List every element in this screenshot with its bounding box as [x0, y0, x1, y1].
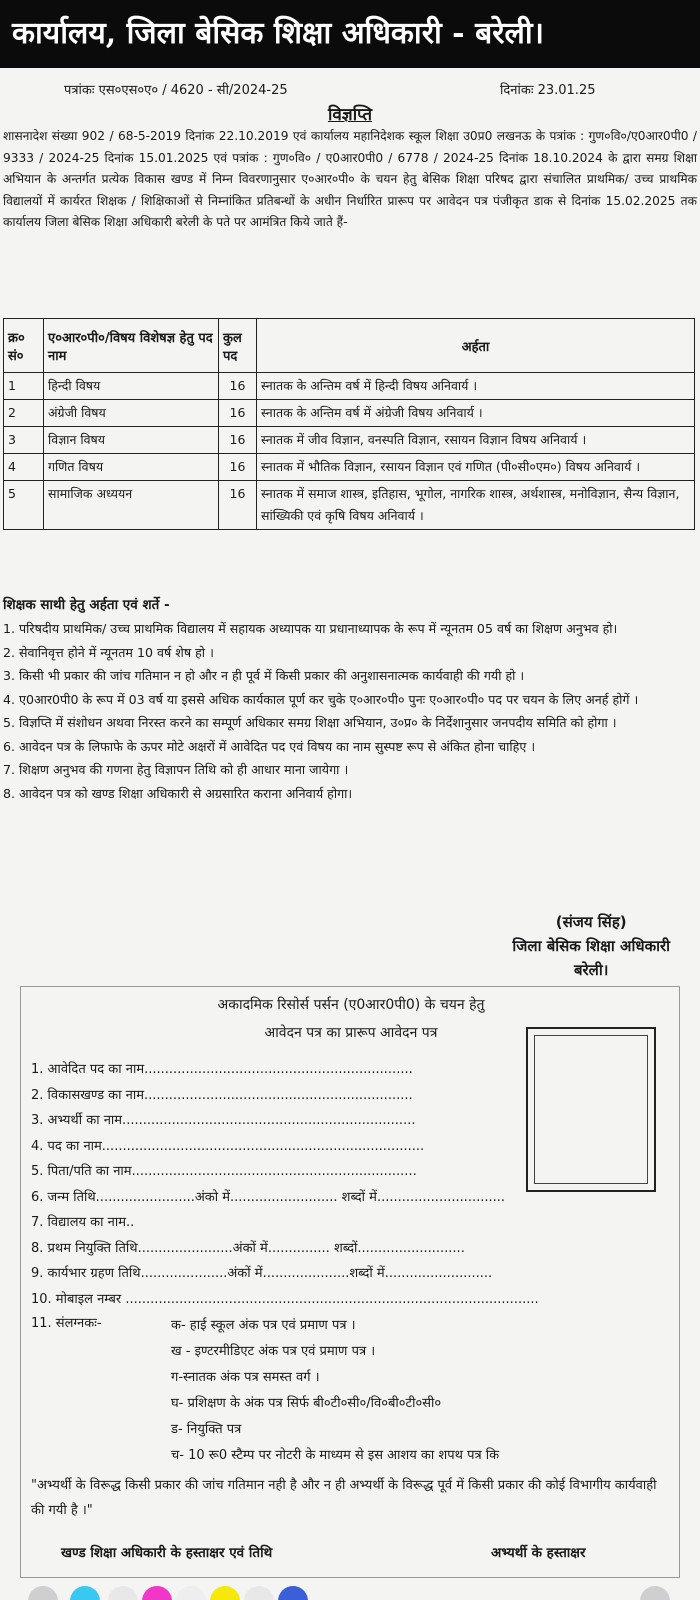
- form-field: 2. विकासखण्ड का नाम.................................................................: [31, 1087, 413, 1103]
- officer-signature-block: [512, 910, 670, 982]
- condition-item: 7. शिक्षण अनुभव की गणना हेतु विज्ञापन तिथि को ही आधार माना जायेगा ।: [3, 762, 349, 777]
- condition-item: 5. विज्ञप्ति में संशोधन अथवा निरस्त करने का सम्पूर्ण अधिकार समग्र शिक्षा अभियान, उ०प्र० के निर्देशानुसार जनपदीय समिति को होगा ।: [3, 715, 617, 730]
- enclosures-label: 11. संलग्नकः-: [31, 1316, 102, 1331]
- cell-count: 16: [219, 373, 257, 400]
- form-field: 10. मोबाइल नम्बर ....................................................................................................: [31, 1291, 539, 1307]
- photo-box: [526, 1027, 656, 1192]
- cell-post: गणित विषय: [44, 454, 219, 481]
- color-dot: [640, 1586, 670, 1600]
- header-count: कुल पद: [219, 319, 257, 373]
- cell-post: हिन्दी विषय: [44, 373, 219, 400]
- cell-post: विज्ञान विषय: [44, 427, 219, 454]
- oath-statement: "अभ्यर्थी के विरूद्ध किसी प्रकार की जांच गतिमान नही है और न ही अभ्यर्थी के विरूद्ध पूर्व में किसी प्रकार की कोई विभागीय कार्यवाही की गयी है ।": [31, 1478, 657, 1518]
- form-field: 3. अभ्यर्थी का नाम.......................................................................: [31, 1113, 416, 1128]
- reference-number: पत्रांकः एस०एस०ए० / 4620 - सी/2024-25: [64, 83, 288, 98]
- block-officer-signature: खण्ड शिक्षा अधिकारी के हस्ताक्षर एवं तिथि: [61, 1545, 273, 1561]
- color-dot: [278, 1586, 308, 1600]
- condition-item: 3. किसी भी प्रकार की जांच गतिमान न हो और न ही पूर्व में किसी प्रकार की अनुशासनात्मक कार्यवाही की गयी हो ।: [3, 668, 525, 683]
- cell-post: अंग्रेजी विषय: [44, 400, 219, 427]
- table-row: [4, 454, 695, 481]
- form-field: 5. पिता/पति का नाम.....................................................................: [31, 1164, 417, 1179]
- officer-place: बरेली।: [573, 961, 609, 979]
- posts-table: [3, 318, 695, 530]
- cell-sno: 3: [4, 427, 44, 454]
- table-row: [4, 373, 695, 400]
- cell-sno: 5: [4, 481, 44, 530]
- cell-sno: 2: [4, 400, 44, 427]
- cell-post: सामाजिक अध्ययन: [44, 481, 219, 530]
- cell-qualification: स्नातक के अन्तिम वर्ष में हिन्दी विषय अनिवार्य ।: [257, 373, 695, 400]
- form-field: 4. पद का नाम..............................................................................: [31, 1138, 425, 1154]
- condition-item: 6. आवेदन पत्र के लिफाफे के ऊपर मोटे अक्षरों में आवेदित पद एवं विषय का नाम सुस्पष्ट रूप से अंकित होना चाहिए ।: [3, 738, 536, 754]
- form-field: 6. जन्म तिथि........................अंको में.......................... शब्दों में...............................: [31, 1189, 506, 1205]
- table-header-row: [4, 319, 695, 373]
- color-dot: [244, 1586, 274, 1600]
- conditions-heading: शिक्षक साथी हेतु अर्हता एवं शर्ते -: [3, 597, 170, 613]
- condition-item: 1. परिषदीय प्राथमिक/ उच्च प्राथमिक विद्यालय में सहायक अध्यापक या प्रधानाध्यापक के रूप में न्यूनतम 05 वर्ष का शिक्षण अनुभव हो।: [3, 621, 618, 636]
- form-subtitle: आवेदन पत्र का प्रारूप आवेदन पत्र: [264, 1025, 438, 1041]
- enclosure-item: ड- नियुक्ति पत्र: [171, 1422, 242, 1437]
- cell-qualification: स्नातक में समाज शास्त्र, इतिहास, भूगोल, नागरिक शास्त्र, अर्थशास्त्र, मनोविज्ञान, सैन्य विज्ञान, सांख्यिकी एवं कृषि विषय अनिवार्य ।: [257, 481, 695, 530]
- color-dot: [176, 1586, 206, 1600]
- table-row: [4, 481, 695, 530]
- enclosure-item: घ- प्रशिक्षण के अंक पत्र सिर्फ बी०टी०सी०/वि०बी०टी०सी०: [171, 1396, 442, 1411]
- reference-date: दिनांकः 23.01.25: [500, 83, 596, 98]
- enclosure-item: ख - इण्टरमीडिएट अंक पत्र एवं प्रमाण पत्र ।: [171, 1344, 376, 1359]
- form-fields: [31, 1057, 539, 1312]
- color-dot: [70, 1586, 100, 1600]
- cell-qualification: स्नातक के अन्तिम वर्ष में अंग्रेजी विषय अनिवार्य ।: [257, 400, 695, 427]
- form-field: 8. प्रथम नियुक्ति तिथि.......................अंकों में............... शब्दों..........................: [31, 1240, 465, 1256]
- condition-item: 8. आवेदन पत्र को खण्ड शिक्षा अधिकारी से अग्रसारित कराना अनिवार्य होगा।: [3, 785, 353, 801]
- condition-item: 4. ए0आर0पी0 के रूप में 03 वर्ष या इससे अधिक कार्यकाल पूर्ण कर चुके ए०आर०पी० पुनः ए०आर०पी० पद पर चयन के लिए अनर्ह होगें ।: [3, 691, 639, 707]
- table-row: [4, 427, 695, 454]
- enclosure-item: ग-स्नातक अंक पत्र समस्त वर्ग ।: [171, 1370, 320, 1385]
- cell-count: 16: [219, 481, 257, 530]
- color-dot: [108, 1586, 138, 1600]
- color-dot: [28, 1586, 58, 1600]
- enclosure-item: च- 10 रू0 स्टैम्प पर नोटरी के माध्यम से इस आशय का शपथ पत्र कि: [171, 1448, 500, 1463]
- enclosures-list: [171, 1313, 499, 1469]
- form-field: 7. विद्यालय का नाम..: [31, 1215, 135, 1230]
- form-title: अकादमिक रिसोर्स पर्सन (ए0आर0पी0) के चयन हेतु: [217, 997, 485, 1013]
- enclosure-item: क- हाई स्कूल अंक पत्र एवं प्रमाण पत्र ।: [171, 1318, 356, 1333]
- officer-name: (संजय सिंह): [555, 913, 627, 931]
- cell-count: 16: [219, 454, 257, 481]
- intro-paragraph: शासनादेश संख्या 902 / 68-5-2019 दिनांक 22.10.2019 एवं कार्यालय महानिदेशक स्कूल शिक्षा उ0प्र0 लखनऊ के पत्रांक : गुण०वि०/ए0आर0पी0 / 9333 / 2024-25 दिनांक 15.01.2025 एवं पत्रांक : गुण०वि० / ए0आर0पी0 / 6778 / 2024-25 दिनांक 18.10.2024 के द्वारा समग्र शिक्षा अभियान के अन्तर्गत प्रत्येक विकास खण्ड में निम्न विवरणानुसार ए०आर०पी० के चयन हेतु बेसिक शिक्षा परिषद द्वारा संचालित प्राथमिक/ उच्च प्राथमिक विद्यालयों में कार्यरत शिक्षक / शिक्षिकाओं से निम्नांकित प्रतिबन्धों के अधीन निर्धारित प्रारूप पर आवेदन पत्र पंजीकृत डाक से दिनांक 15.02.2025 तक कार्यालय जिला बेसिक शिक्षा अधिकारी बरेली के पते पर आमंत्रित किये जाते हैं-: [3, 129, 697, 229]
- officer-designation: जिला बेसिक शिक्षा अधिकारी: [512, 937, 670, 955]
- header-qualification: अर्हता: [257, 319, 695, 373]
- cell-sno: 4: [4, 454, 44, 481]
- table-row: [4, 400, 695, 427]
- conditions-list: [3, 617, 697, 805]
- cell-sno: 1: [4, 373, 44, 400]
- application-form: [20, 986, 680, 1578]
- form-field: 9. कार्यभार ग्रहण तिथि.....................अंकों में.....................शब्दों में..........................: [31, 1266, 493, 1281]
- form-field: 1. आवेदित पद का नाम.................................................................: [31, 1062, 413, 1077]
- color-dots-strip: [0, 1586, 700, 1600]
- color-dot: [210, 1586, 240, 1600]
- header-sno: क्र० सं०: [4, 319, 44, 373]
- condition-item: 2. सेवानिवृत्त होने में न्यूनतम 10 वर्ष शेष हो ।: [3, 644, 214, 660]
- cell-qualification: स्नातक में भौतिक विज्ञान, रसायन विज्ञान एवं गणित (पी०सी०एम०) विषय अनिवार्य ।: [257, 454, 695, 481]
- cell-qualification: स्नातक में जीव विज्ञान, वनस्पति विज्ञान, रसायन विज्ञान विषय अनिवार्य ।: [257, 427, 695, 454]
- notice-title: विज्ञप्ति: [327, 105, 373, 125]
- office-header: कार्यालय, जिला बेसिक शिक्षा अधिकारी - बरेली।: [0, 0, 700, 68]
- cell-count: 16: [219, 427, 257, 454]
- color-dot: [142, 1586, 172, 1600]
- candidate-signature: अभ्यर्थी के हस्ताक्षर: [491, 1545, 586, 1561]
- cell-count: 16: [219, 400, 257, 427]
- header-post: ए०आर०पी०/विषय विशेषज्ञ हेतु पद नाम: [44, 319, 219, 373]
